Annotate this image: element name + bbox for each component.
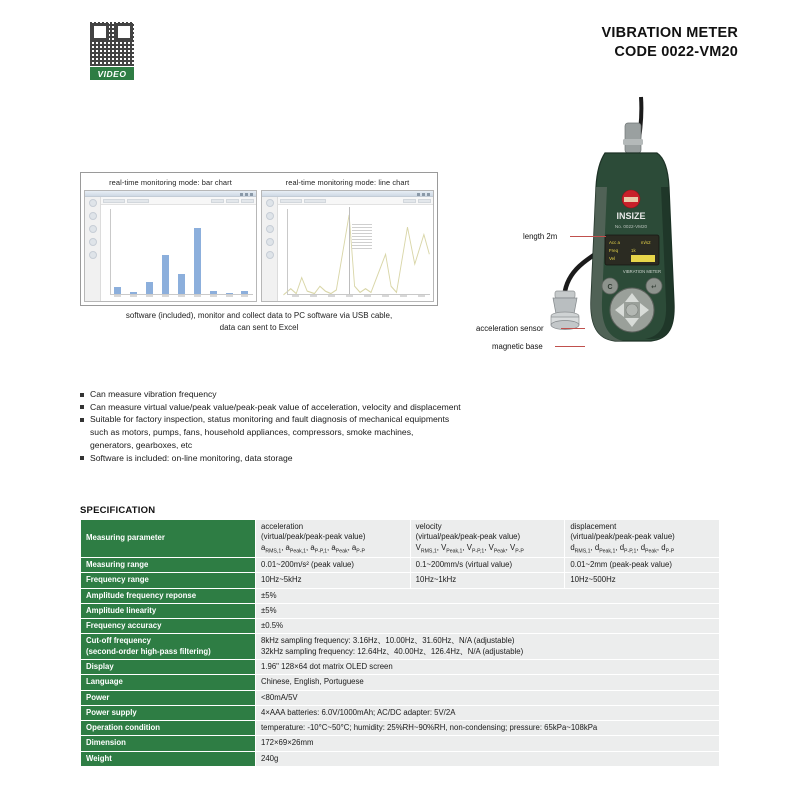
row-label: [81, 634, 256, 660]
param-subtitle: (virtual/peak/peak-peak value): [415, 532, 521, 542]
row-label: Frequency range: [81, 573, 256, 588]
cell-value: ±5%: [256, 588, 720, 603]
bar: [194, 228, 201, 294]
row-label: Power supply: [81, 705, 256, 720]
app-sidebar: [85, 197, 101, 301]
table-row-language: [81, 675, 720, 690]
feature-item-cont: [80, 439, 620, 452]
feature-item: [80, 401, 620, 414]
sidebar-icon[interactable]: [266, 238, 274, 246]
oled-highlight: [631, 255, 655, 262]
table-row-display: [81, 659, 720, 674]
feature-item-cont: [80, 426, 620, 439]
table-row-amplitude-frequency-reponse: [81, 588, 720, 603]
row-label: Measuring range: [81, 557, 256, 572]
table-row-frequency-range: [81, 573, 720, 588]
feature-text: Can measure virtual value/peak value/peak-peak value of acceleration, velocity and displacement: [90, 401, 461, 412]
sidebar-icon[interactable]: [89, 199, 97, 207]
chart-cursor[interactable]: [349, 207, 350, 295]
bar: [146, 282, 153, 294]
sidebar-icon[interactable]: [89, 225, 97, 233]
bar: [162, 255, 169, 294]
page-title: [602, 24, 738, 62]
label-length: length 2m: [523, 232, 558, 241]
waveform-path: [278, 205, 433, 301]
label-acceleration-sensor: acceleration sensor: [476, 324, 544, 333]
table-row-power-supply: [81, 705, 720, 720]
row-label: Display: [81, 659, 256, 674]
toolbar-control[interactable]: [103, 199, 125, 203]
software-screenshots-panel: [80, 172, 438, 306]
cell-acceleration-parameter: [256, 520, 411, 558]
enter-button-label: ↵: [651, 284, 657, 291]
param-title: acceleration: [261, 522, 304, 531]
gland-ring: [623, 139, 643, 145]
bar: [114, 287, 121, 294]
sidebar-icon[interactable]: [266, 251, 274, 259]
sidebar-icon[interactable]: [89, 251, 97, 259]
bar-series: [110, 209, 253, 294]
cell-value: temperature: -10°C~50°C; humidity: 25%RH~90%RH, non-condensing; pressure: 65kPa~108kPa: [256, 721, 720, 736]
cell-value: 0.1~200mm/s (virtual value): [410, 557, 565, 572]
cell-displacement-parameter: [565, 520, 720, 558]
param-subtitle: (virtual/peak/peak-peak value): [570, 532, 675, 542]
cell-value: 10Hz~1kHz: [410, 573, 565, 588]
software-screenshot-bar: [84, 176, 257, 302]
cell-value: 0.01~200m/s² (peak value): [256, 557, 411, 572]
sidebar-icon[interactable]: [266, 212, 274, 220]
leader-line-length: [570, 236, 606, 237]
bullet-icon: [80, 418, 84, 422]
device-name-text: VIBRATION METER: [622, 269, 661, 274]
feature-text: Can measure vibration frequency: [90, 389, 217, 399]
table-row-frequency-accuracy: [81, 619, 720, 634]
param-symbols: $V_{RMS,1}$, $V_{Peak,1}$, $V_{P-P,1}$, $V_{Peak}$, $V_{P-P}$: [415, 542, 524, 555]
toolbar-control[interactable]: [226, 199, 239, 203]
software-note-line2: data can sent to Excel: [219, 322, 299, 332]
table-row-measuring-parameter: [81, 520, 720, 558]
feature-list: [80, 388, 620, 464]
software-note-line1: software (included), monitor and collect data to PC software via USB cable,: [125, 311, 393, 320]
feature-item: [80, 413, 620, 426]
row-label: Frequency accuracy: [81, 619, 256, 634]
row-label: Power: [81, 690, 256, 705]
oled-line-1b: m/s2: [641, 240, 651, 245]
oled-line-3: Vel: [609, 256, 616, 261]
row-label-line1: Cut-off frequency: [86, 636, 151, 646]
cell-value: 10Hz~5kHz: [256, 573, 411, 588]
cell-value: [256, 634, 720, 660]
toolbar-control[interactable]: [241, 199, 254, 203]
leader-line-sensor: [561, 328, 585, 329]
software-note: [80, 310, 438, 333]
toolbar-control[interactable]: [304, 199, 326, 203]
cell-velocity-parameter: [410, 520, 565, 558]
y-axis: [287, 209, 288, 295]
oled-line-2: Freq: [609, 248, 619, 253]
row-label: Language: [81, 675, 256, 690]
line-chart-caption: real-time monitoring mode: line chart: [285, 178, 410, 187]
sensor-connector: [555, 291, 575, 298]
cell-value: <80mA/5V: [256, 690, 720, 705]
cell-value: 1.96" 128×64 dot matrix OLED screen: [256, 659, 720, 674]
cutoff-line1: 8kHz sampling frequency: 3.16Hz、10.00Hz、31.60Hz、N/A (adjustable): [261, 636, 515, 646]
oled-line-2b: 1k: [631, 248, 636, 253]
bullet-icon: [80, 405, 84, 409]
row-label: Amplitude frequency reponse: [81, 588, 256, 603]
param-title: displacement: [570, 522, 617, 531]
bullet-icon: [80, 393, 84, 397]
app-sidebar: [262, 197, 278, 301]
row-label: Measuring parameter: [81, 520, 256, 558]
row-label-line2: (second-order high-pass filtering): [86, 646, 211, 656]
row-label: Operation condition: [81, 721, 256, 736]
clear-button-label: C: [607, 284, 613, 291]
video-qr-badge[interactable]: [90, 22, 134, 80]
window-titlebar: [85, 191, 256, 197]
oled-line-1: Acc a: [609, 240, 620, 245]
cell-value: ±5%: [256, 603, 720, 618]
toolbar-control[interactable]: [418, 199, 431, 203]
software-screenshot-line: [261, 176, 434, 302]
cell-value: Chinese, English, Portuguese: [256, 675, 720, 690]
product-photo: [455, 95, 755, 380]
param-subtitle: (virtual/peak/peak-peak value): [261, 532, 366, 542]
feature-text: Suitable for factory inspection, status monitoring and fault diagnosis of mechanical equipments: [90, 414, 450, 425]
x-tick-labels: [110, 295, 253, 301]
cell-value: 172×69×26mm: [256, 736, 720, 751]
app-toolbar: [278, 197, 433, 205]
sidebar-icon[interactable]: [89, 238, 97, 246]
toolbar-control[interactable]: [211, 199, 224, 203]
table-row-measuring-range: [81, 557, 720, 572]
line-chart-plot: [278, 205, 433, 301]
leader-line-base: [555, 346, 585, 347]
brand-logo: INSIZE: [616, 211, 646, 221]
x-tick-labels: [287, 295, 430, 301]
label-magnetic-base: magnetic base: [492, 342, 543, 351]
video-label: VIDEO: [90, 67, 134, 80]
qr-code-icon[interactable]: [90, 22, 134, 66]
bar-chart-plot: [101, 205, 256, 301]
product-code: CODE 0022-VM20: [614, 44, 738, 61]
feature-text: generators, gearboxes, etc: [90, 439, 193, 450]
cell-value: 0.01~2mm (peak-peak value): [565, 557, 720, 572]
table-row-weight: [81, 751, 720, 766]
row-label: Dimension: [81, 736, 256, 751]
cell-value: 10Hz~500Hz: [565, 573, 720, 588]
feature-item: [80, 388, 620, 401]
bar-chart-window: [84, 190, 257, 302]
feature-text: such as motors, pumps, fans, household appliances, compressors, smoke machines,: [90, 427, 414, 438]
table-row-amplitude-linearity: [81, 603, 720, 618]
sidebar-icon[interactable]: [266, 225, 274, 233]
sidebar-icon[interactable]: [266, 199, 274, 207]
table-row-cut-off-frequency: [81, 634, 720, 660]
toolbar-control[interactable]: [280, 199, 302, 203]
param-symbols: $a_{RMS,1}$, $a_{Peak,1}$, $a_{P-P,1}$, $a_{Peak}$, $a_{P-P}$: [261, 542, 365, 555]
cutoff-line2: 32kHz sampling frequency: 12.64Hz、40.00Hz、126.4Hz、N/A (adjustable): [261, 646, 524, 656]
toolbar-control[interactable]: [127, 199, 149, 203]
toolbar-control[interactable]: [403, 199, 416, 203]
cell-value: ±0.5%: [256, 619, 720, 634]
acceleration-sensor-body: [553, 298, 577, 314]
table-row-power: [81, 690, 720, 705]
row-label: Weight: [81, 751, 256, 766]
cell-value: 240g: [256, 751, 720, 766]
sidebar-icon[interactable]: [89, 212, 97, 220]
bar: [178, 274, 185, 294]
bar-chart-caption: real-time monitoring mode: bar chart: [109, 178, 232, 187]
feature-item: [80, 452, 620, 465]
chart-tooltip: [352, 223, 372, 249]
window-titlebar: [262, 191, 433, 197]
line-chart-window: [261, 190, 434, 302]
row-label: Amplitude linearity: [81, 603, 256, 618]
cell-value: 4×AAA batteries: 6.0V/1000mAh; AC/DC adapter: 5V/2A: [256, 705, 720, 720]
param-symbols: $d_{RMS,1}$, $d_{Peak,1}$, $d_{P-P,1}$, $d_{Peak}$, $d_{P-P}$: [570, 542, 675, 555]
dpad-center-button: [626, 304, 638, 316]
specification-heading: SPECIFICATION: [80, 505, 156, 516]
app-toolbar: [101, 197, 256, 205]
table-row-operation-condition: [81, 721, 720, 736]
cable-gland: [625, 123, 641, 153]
specification-table: [80, 519, 720, 767]
table-row-dimension: [81, 736, 720, 751]
product-title: VIBRATION METER: [601, 25, 738, 41]
bullet-icon: [80, 456, 84, 460]
device-model-text: No. 0022-VM20: [614, 224, 648, 229]
feature-text: Software is included: on-line monitoring, data storage: [90, 452, 293, 463]
logo-sticker-band: [624, 197, 638, 202]
param-title: velocity: [415, 522, 442, 531]
